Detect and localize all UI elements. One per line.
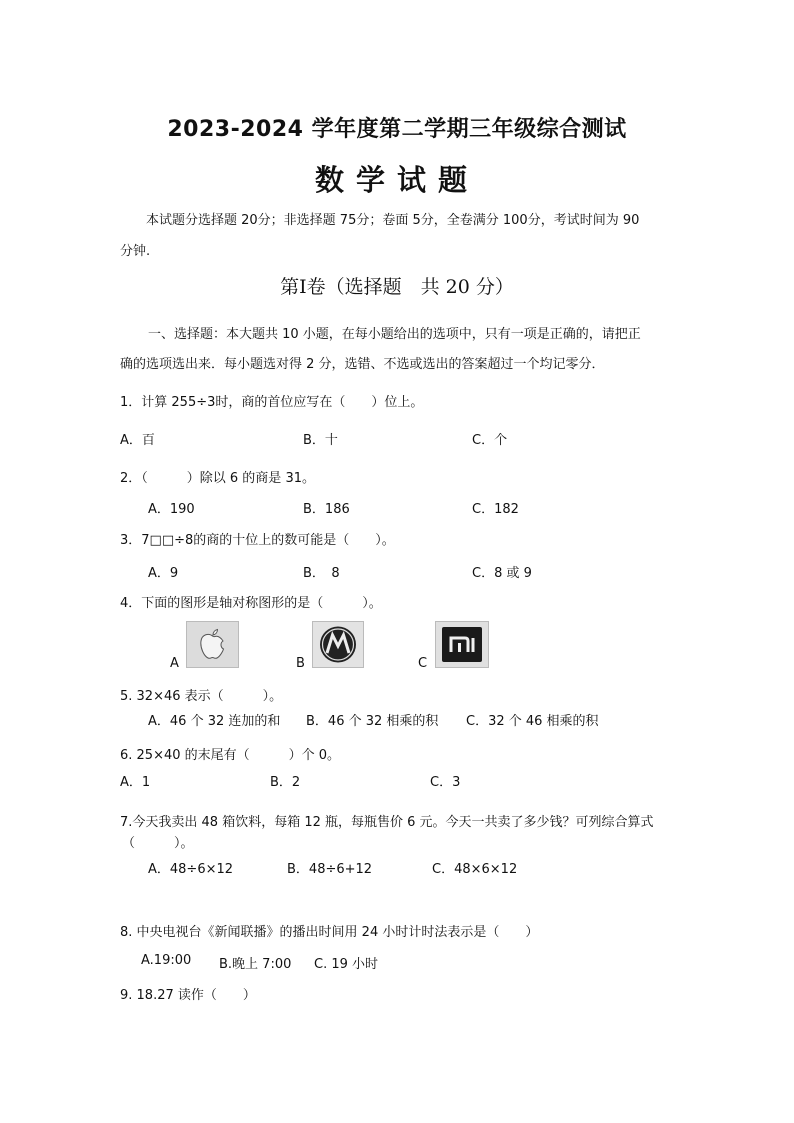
question-1-stem: 1．计算 255÷3时，商的首位应写在（ ）位上。 [120,395,424,410]
question-3-option-a: A．9 [148,566,179,581]
instructions-line-1: 一、选择题：本大题共 10 小题，在每小题给出的选项中，只有一项是正确的，请把正 [148,327,641,342]
question-9-stem: 9. 18.27 读作（ ） [120,988,256,1003]
question-6-option-c: C．3 [430,775,461,790]
question-6-option-a: A．1 [120,775,151,790]
intro-line-2: 分钟. [120,244,151,259]
question-8-option-b: B.晚上 7:00 [219,957,292,972]
question-1-option-a: A．百 [120,433,155,448]
exam-title: 2023-2024 学年度第二学期三年级综合测试 [167,117,627,142]
question-4-stem: 4．下面的图形是轴对称图形的是（ ）。 [120,596,382,611]
intro-line-1: 本试题分选择题 20分；非选择题 75分；卷面 5分，全卷满分 100分，考试时间为 90 [146,213,640,228]
question-7-stem-line-1: 7.今天我卖出 48 箱饮料，每箱 12 瓶，每瓶售价 6 元。今天一共卖了多少钱？可列综合算式 [120,815,654,830]
question-8-option-a: A.19:00 [141,953,192,968]
question-4-option-a: A [170,656,179,671]
exam-subtitle: 数学试题 [314,163,479,197]
apple-logo-icon [186,621,239,668]
question-2-stem: 2．（ ）除以 6 的商是 31。 [120,471,315,486]
question-5-option-c: C．32 个 46 相乘的积 [466,714,599,729]
instructions-line-2: 确的选项选出来．每小题选对得 2 分，选错、不选或选出的答案超过一个均记零分． [120,357,605,372]
question-7-option-c: C．48×6×12 [432,862,518,877]
question-3-option-c: C．8 或 9 [472,566,532,581]
question-2-option-c: C．182 [472,502,519,517]
question-4-option-c: C [418,656,428,671]
question-5-stem: 5. 32×46 表示（ ）。 [120,689,283,704]
question-2-option-a: A．190 [148,502,195,517]
question-1-option-b: B．十 [303,433,338,448]
question-8-stem: 8. 中央电视台《新闻联播》的播出时间用 24 小时计时法表示是（ ） [120,925,539,940]
question-1-option-c: C．个 [472,433,508,448]
question-7-stem-line-2: （ ）。 [122,836,194,851]
mi-logo-icon [435,621,489,668]
question-6-stem: 6. 25×40 的末尾有（ ）个 0。 [120,748,341,763]
question-7-option-a: A．48÷6×12 [148,862,234,877]
section-heading: 第Ⅰ卷（选择题 共 20 分） [280,276,514,298]
question-4-option-b: B [296,656,305,671]
question-5-option-a: A．46 个 32 连加的和 [148,714,281,729]
question-3-option-b: B． 8 [303,566,340,581]
question-3-stem: 3．7□□÷8的商的十位上的数可能是（ ）。 [120,533,395,548]
motorola-logo-icon [312,621,364,668]
question-5-option-b: B．46 个 32 相乘的积 [306,714,439,729]
question-8-option-c: C. 19 小时 [314,957,379,972]
question-7-option-b: B．48÷6+12 [287,862,373,877]
question-6-option-b: B．2 [270,775,301,790]
question-2-option-b: B．186 [303,502,350,517]
